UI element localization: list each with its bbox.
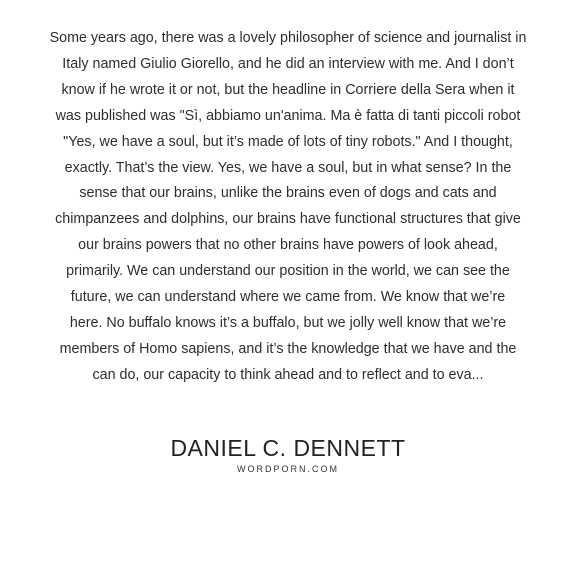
quote-text: Some years ago, there was a lovely philosopher of science and journalist in Italy named Giulio Giorello, and he did an interview with me. And I don’t know if he wrote it or not, but the headline in Corriere della Sera when it was published was "Sì, abbiamo un'anima. Ma è fatta di tanti piccoli robot "Yes, we have a soul, but it’s made of lots of tiny robots." And I thought, exactly. That’s the view. Yes, we have a soul, but in what sense? In the sense that our brains, unlike the brains even of dogs and cats and chimpanzees and dolphins, our brains have functional structures that give our brains powers that no other brains have powers of look ahead, primarily. We can understand our position in the world, we can see the future, we can understand where we came from. We know that we’re here. No buffalo knows it’s a buffalo, but we jolly well know that we’re members of Homo sapiens, and it’s the knowledge that we have and the can do, our capacity to think ahead and to reflect and to eva... xyxy=(49,30,527,383)
author-name: DANIEL C. DENNETT xyxy=(170,435,406,461)
site-watermark: WORDPORN.COM xyxy=(237,464,339,474)
